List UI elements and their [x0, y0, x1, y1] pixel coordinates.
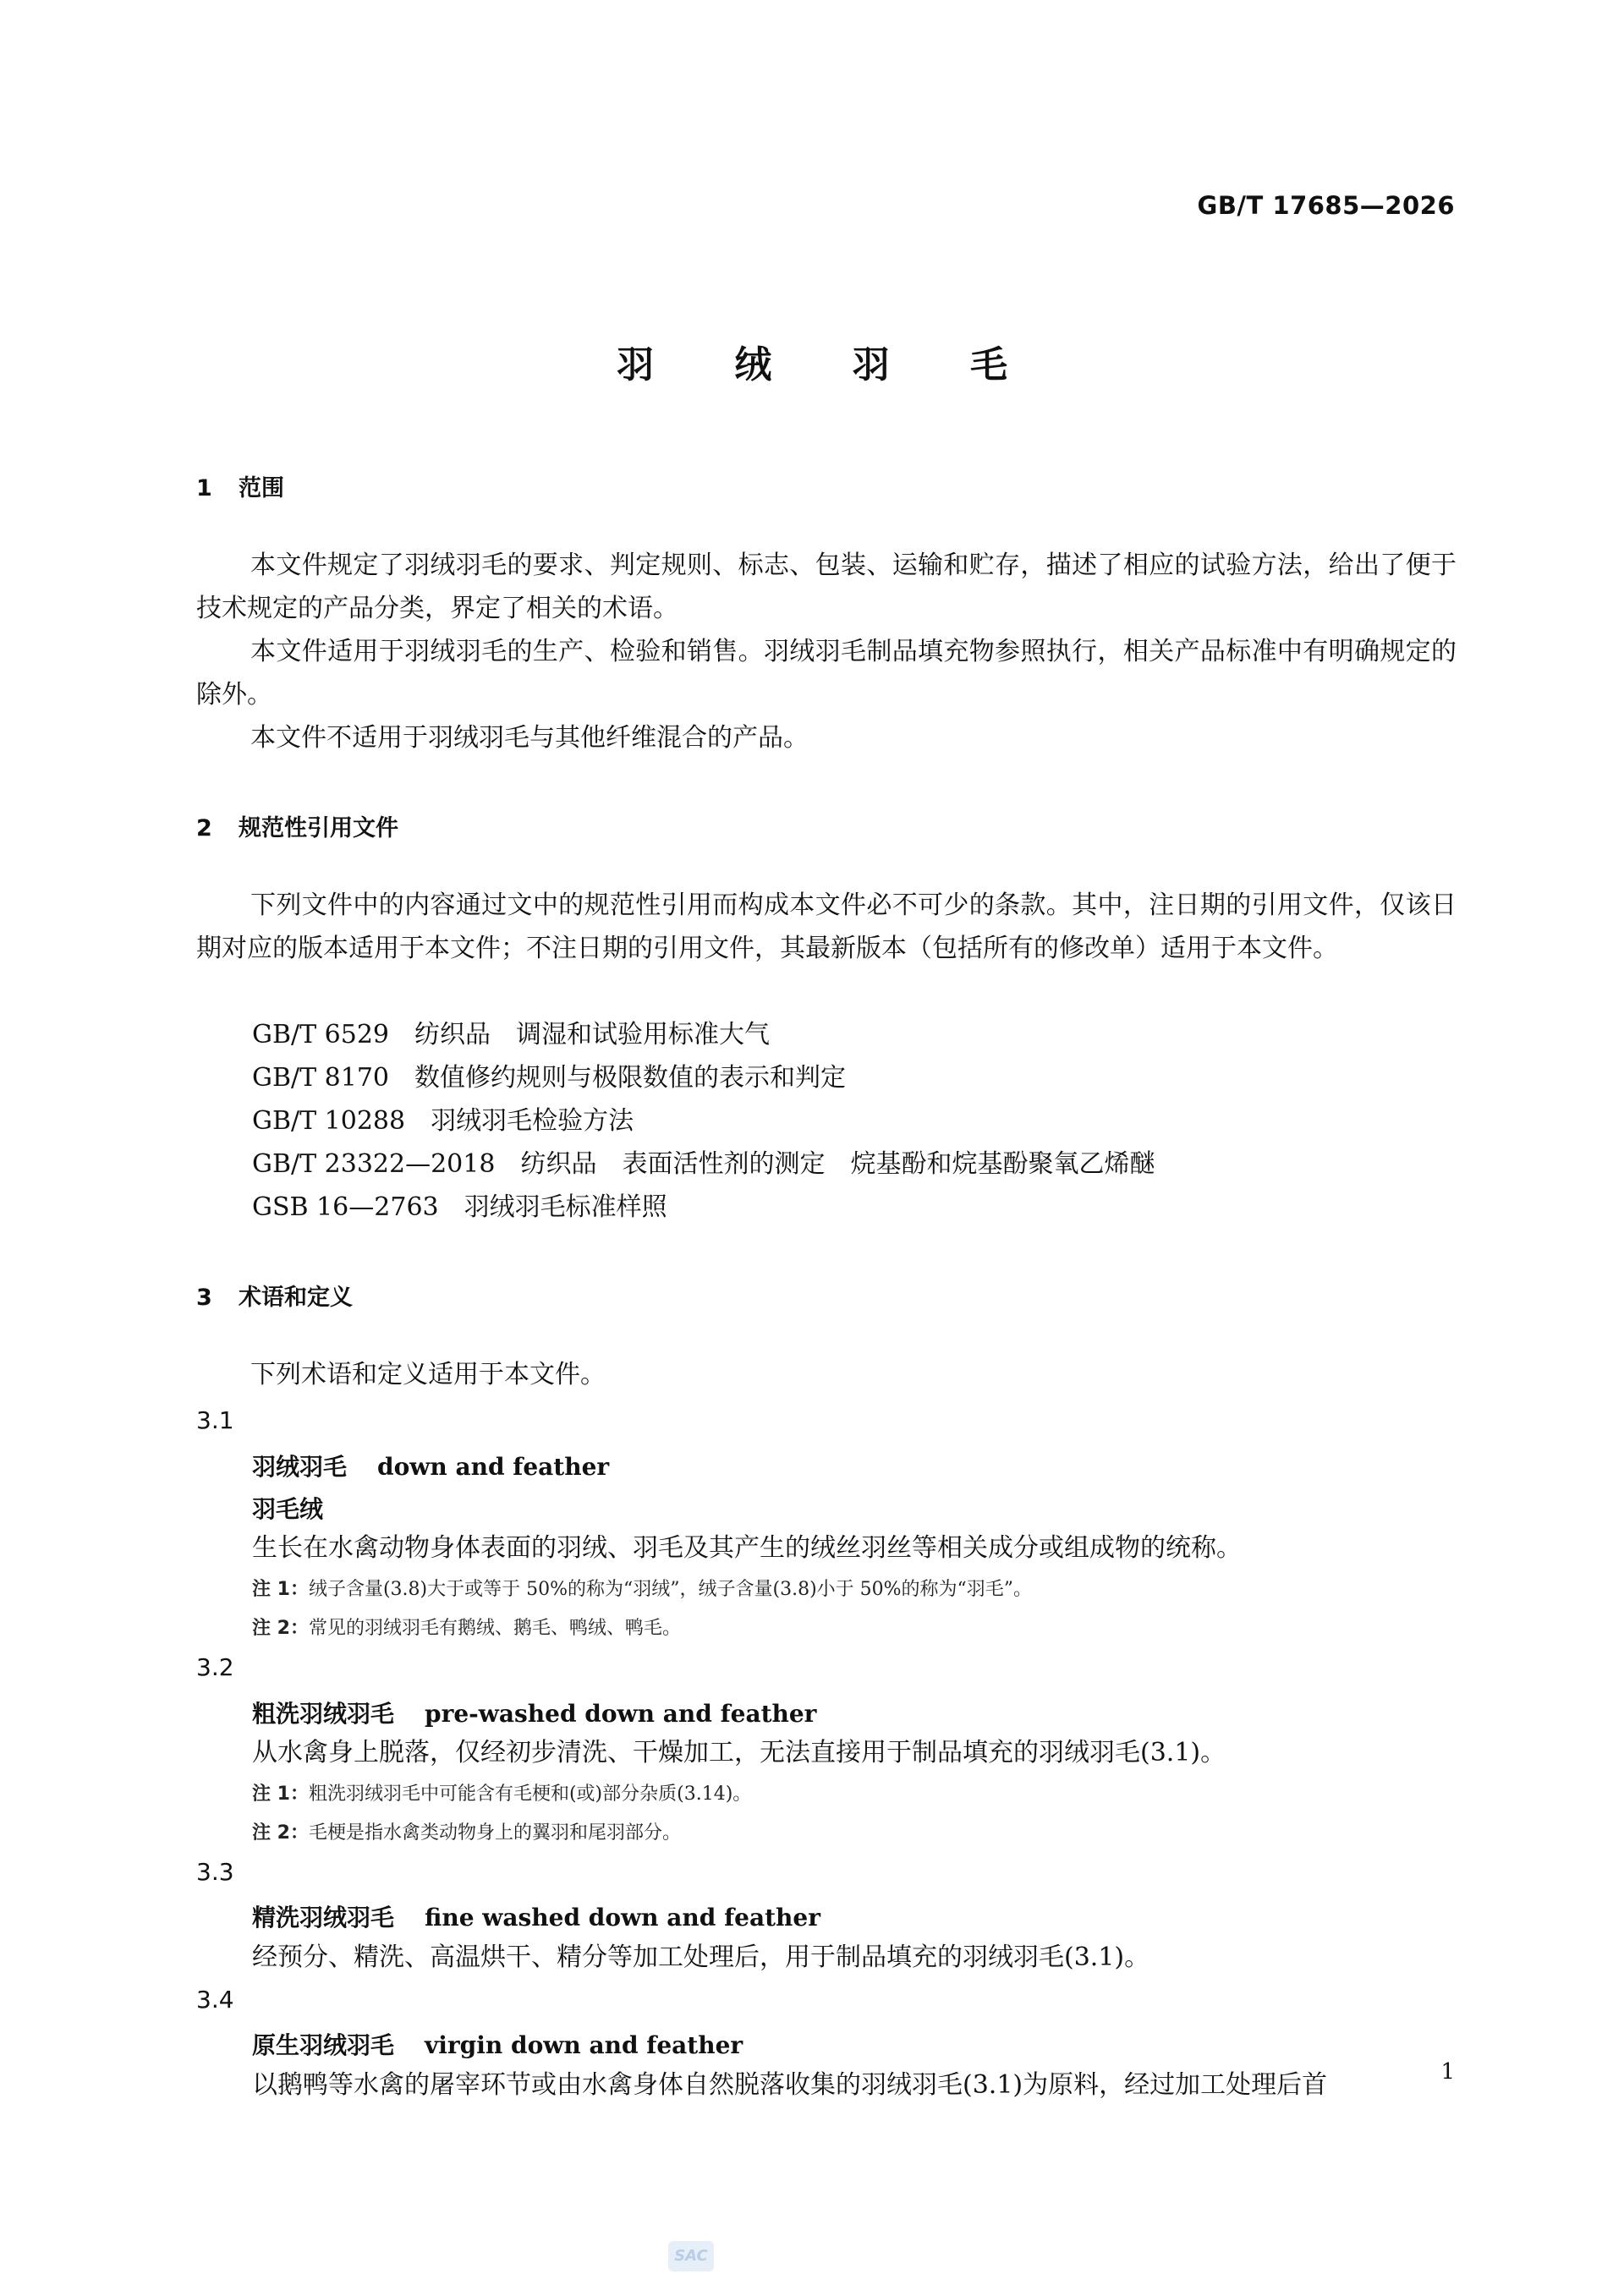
note-label: 注 1： — [252, 1579, 309, 1600]
reference-item: GB/T 6529 纺织品 调湿和试验用标准大气 — [252, 1020, 771, 1049]
term-definition: 以鹅鸭等水禽的屠宰环节或由水禽身体自然脱落收集的羽绒羽毛(3.1)为原料，经过加工处理后首 — [252, 2070, 1328, 2100]
term-cn: 粗洗羽绒羽毛 — [252, 1700, 395, 1728]
note-text: 粗洗羽绒羽毛中可能含有毛梗和(或)部分杂质(3.14)。 — [308, 1784, 752, 1805]
section-title: 范围 — [239, 475, 284, 501]
term-definition: 从水禽身上脱落，仅经初步清洗、干燥加工，无法直接用于制品填充的羽绒羽毛(3.1)。 — [252, 1738, 1226, 1767]
paragraph: 本文件适用于羽绒羽毛的生产、检验和销售。羽绒羽毛制品填充物参照执行，相关产品标准中有明确规定的除外。 — [196, 637, 1457, 710]
section-title: 术语和定义 — [239, 1285, 353, 1311]
note — [252, 1575, 1032, 1601]
paragraph: 本文件规定了羽绒羽毛的要求、判定规则、标志、包装、运输和贮存，描述了相应的试验方法，给出了便于技术规定的产品分类，界定了相关的术语。 — [196, 551, 1457, 623]
term-alt-cn: 羽毛绒 — [252, 1495, 324, 1523]
section-title: 规范性引用文件 — [239, 815, 398, 841]
document-title: 羽 绒 羽 毛 — [617, 343, 1041, 386]
reference-item: GB/T 8170 数值修约规则与极限数值的表示和判定 — [252, 1063, 847, 1093]
term-cn: 精洗羽绒羽毛 — [252, 1904, 395, 1932]
term-en: down and feather — [377, 1453, 610, 1481]
reference-item: GSB 16—2763 羽绒羽毛标准样照 — [252, 1192, 667, 1222]
note-label: 注 1： — [252, 1784, 309, 1805]
term-number: 3.2 — [196, 1653, 234, 1681]
reference-item: GB/T 23322—2018 纺织品 表面活性剂的测定 烷基酚和烷基酚聚氧乙烯醚 — [252, 1149, 1155, 1179]
note-text: 绒子含量(3.8)大于或等于 50%的称为“羽绒”，绒子含量(3.8)小于 50%的称为“羽毛”。 — [308, 1579, 1033, 1600]
term-number: 3.3 — [196, 1858, 234, 1886]
note — [252, 1779, 751, 1806]
term-number: 3.1 — [196, 1406, 234, 1434]
term-heading — [252, 1696, 816, 1729]
section-number: 3 — [196, 1285, 212, 1311]
term-alt — [252, 1491, 323, 1525]
section-heading-1 — [196, 469, 284, 502]
term-heading — [252, 1899, 820, 1933]
paragraph: 下列术语和定义适用于本文件。 — [250, 1360, 606, 1389]
page-number: 1 — [1440, 2059, 1455, 2085]
term-cn: 原生羽绒羽毛 — [252, 2031, 395, 2059]
section-heading-2 — [196, 809, 398, 842]
note-label: 注 2： — [252, 1618, 309, 1639]
sac-logo: SAC — [668, 2241, 714, 2271]
paragraph: 下列文件中的内容通过文中的规范性引用而构成本文件必不可少的条款。其中，注日期的引用文件，仅该日期对应的版本适用于本文件；不注日期的引用文件，其最新版本（包括所有的修改单）适用于本文件。 — [196, 890, 1457, 963]
term-en: fine washed down and feather — [425, 1904, 820, 1932]
note — [252, 1818, 681, 1844]
standard-number: GB/T 17685—2026 — [1197, 191, 1455, 220]
term-definition: 生长在水禽动物身体表面的羽绒、羽毛及其产生的绒丝羽丝等相关成分或组成物的统称。 — [252, 1533, 1242, 1563]
section-number: 2 — [196, 815, 212, 841]
note-text: 常见的羽绒羽毛有鹅绒、鹅毛、鸭绒、鸭毛。 — [308, 1618, 681, 1639]
note-label: 注 2： — [252, 1822, 309, 1844]
note — [252, 1614, 681, 1640]
reference-item: GB/T 10288 羽绒羽毛检验方法 — [252, 1106, 634, 1136]
term-heading — [252, 2027, 743, 2061]
section-number: 1 — [196, 475, 212, 501]
term-number: 3.4 — [196, 1986, 234, 2014]
paragraph: 本文件不适用于羽绒羽毛与其他纤维混合的产品。 — [250, 723, 809, 753]
term-heading — [252, 1449, 609, 1482]
term-en: virgin down and feather — [425, 2031, 743, 2059]
term-en: pre-washed down and feather — [425, 1700, 817, 1728]
term-cn: 羽绒羽毛 — [252, 1453, 348, 1481]
section-heading-3 — [196, 1279, 353, 1312]
term-definition: 经预分、精洗、高温烘干、精分等加工处理后，用于制品填充的羽绒羽毛(3.1)。 — [252, 1943, 1150, 1972]
note-text: 毛梗是指水禽类动物身上的翼羽和尾羽部分。 — [308, 1822, 681, 1844]
